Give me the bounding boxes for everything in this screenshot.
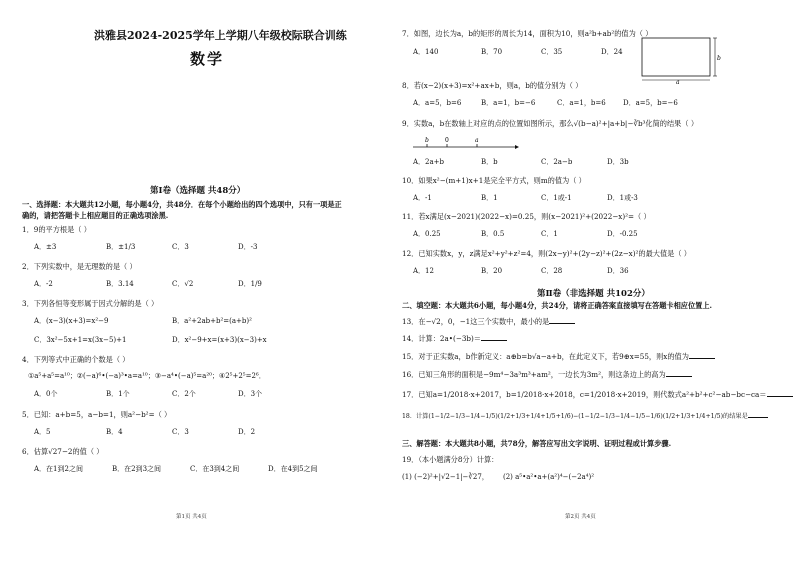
q8-option-c: C．a=1，b=6 (557, 99, 606, 107)
q2-option-c: C．√2 (172, 280, 194, 288)
q8-option-a: A．a=5，b=6 (413, 99, 462, 107)
subject-title: 数学 (190, 50, 225, 68)
q2-option-b: B．3.14 (106, 280, 134, 288)
q11-option-a: A．0.25 (413, 230, 441, 238)
answer-blank[interactable] (481, 334, 507, 341)
q10-option-b: B．1 (481, 194, 498, 202)
question-3: 3．下列各恒等变形属于因式分解的是（ ） (22, 299, 159, 308)
part3-instructions: 三、解答题：本大题共8小题，共78分，解答应写出文字说明、证明过程或计算步骤. (402, 439, 672, 448)
q7-option-b: B．70 (481, 48, 503, 56)
page-right (397, 0, 794, 561)
question-13-text: 13．在−√2，0，−1这三个实数中，最小的是 (402, 317, 550, 326)
part2-instructions: 二、填空题：本大题共6小题，每小题4分，共24分，请将正确答案直接填写在答题卡相应位置上. (402, 301, 713, 310)
question-17-text: 17．已知a=1/2018·x+2017，b=1/2018·x+2018，c=1/2018·x+2019，则代数式a²+b²+c²−ab−bc−ca＝ (402, 390, 767, 399)
question-17 (402, 390, 793, 398)
question-15-text: 15．对于正实数a，b作新定义：a⊕b=b√a−a+b，在此定义下，若9⊕x=55，则x的值为 (402, 352, 689, 361)
arrow-right-icon (515, 145, 519, 149)
question-15 (402, 352, 715, 360)
q11-option-c: C．1 (541, 230, 558, 238)
q5-option-a: A．5 (34, 428, 51, 436)
q1-option-c: C．3 (172, 243, 189, 251)
q12-option-d: D．36 (607, 267, 629, 275)
q5-option-c: C．3 (172, 428, 189, 436)
q3-option-d: D．x²−9+x=(x+3)(x−3)+x (172, 336, 267, 344)
number-line-label-b: b (425, 137, 429, 144)
q9-option-a: A．2a+b (413, 158, 445, 166)
question-2: 2．下列实数中，是无理数的是（ ） (22, 262, 137, 271)
q7-option-c: C．35 (541, 48, 563, 56)
question-11: 11．若x满足(x−2021)(2022−x)=0.25，则(x−2021)²+(2022−x)²=（ ） (402, 212, 651, 221)
q2-option-d: D．1/9 (238, 280, 262, 288)
q7-option-d: D．24 (601, 48, 623, 56)
question-5: 5．已知：a+b=5，a−b=1，则a²−b²=（ ） (22, 410, 172, 419)
q6-option-b: B．在2到3之间 (112, 465, 162, 473)
question-6: 6．估算√27−2的值（ ） (22, 447, 104, 456)
q10-option-d: D．1或-3 (607, 194, 638, 202)
q6-option-c: C．在3到4之间 (190, 465, 240, 473)
q3-option-a: A．(x−3)(x+3)=x²−9 (34, 317, 109, 325)
question-7: 7．如图，边长为a，b的矩形的周长为14，面积为10，则a²b+ab²的值为（ ） (402, 29, 653, 38)
q6-option-a: A．在1到2之间 (34, 465, 83, 473)
question-8: 8．若(x−2)(x+3)=x²+ax+b，则a，b的值分别为（ ） (402, 81, 583, 90)
question-13 (402, 317, 575, 325)
q3-option-b: B．a²+2ab+b²=(a+b)² (172, 317, 252, 325)
q9-option-b: B．b (481, 158, 498, 166)
question-12: 12．已知实数x，y，z满足x²+y²+z²=4，则(2x−y)²+(2y−z)²+(2z−x)²的最大值是（ ） (402, 249, 691, 258)
q1-option-b: B．±1/3 (106, 243, 136, 251)
q10-option-a: A．-1 (413, 194, 432, 202)
rectangle-label-b: b (717, 55, 721, 62)
q11-option-d: D．-0.25 (607, 230, 638, 238)
q12-option-c: C．28 (541, 267, 563, 275)
q12-option-b: B．20 (481, 267, 503, 275)
q12-option-a: A．12 (413, 267, 434, 275)
question-4: 4．下列等式中正确的个数是（ ） (22, 355, 130, 364)
q9-option-c: C．2a−b (541, 158, 573, 166)
question-16-text: 16．已知三角形的面积是−9m⁴−3a³m³+am²，一边长为3m²，则这条边上的高为 (402, 370, 666, 379)
q4-option-b: B．1个 (106, 390, 130, 398)
question-19: 19．（本小题满分8分）计算： (402, 455, 499, 464)
part1-title: 第Ⅰ卷（选择题 共48分） (150, 186, 246, 196)
number-line-label-a: a (475, 137, 479, 144)
answer-blank[interactable] (689, 352, 715, 359)
exam-title: 洪雅县2024-2025学年上学期八年级校际联合训练 (94, 29, 347, 42)
rectangle-label-a: a (676, 79, 680, 86)
question-1: 1．9的平方根是（ ） (22, 225, 91, 234)
q8-option-d: D．a=5，b=−6 (623, 99, 678, 107)
q5-option-b: B．4 (106, 428, 123, 436)
number-line-label-zero: 0 (445, 137, 449, 144)
question-14 (402, 334, 507, 342)
q7-option-a: A．140 (413, 48, 439, 56)
q6-option-d: D．在4到5之间 (268, 465, 318, 473)
answer-blank[interactable] (767, 390, 793, 397)
page-footer-left: 第1页 共4页 (176, 514, 207, 520)
number-line-figure (411, 133, 521, 155)
q1-option-d: D．-3 (238, 243, 258, 251)
question-18 (402, 411, 768, 420)
q5-option-d: D．2 (238, 428, 256, 436)
question-9: 9．实数a，b在数轴上对应的点的位置如图所示，那么√(b−a)²+|a+b|−∛b³化简的结果（ ） (402, 119, 699, 128)
part1-instructions: 一、选择题：本大题共12小题，每小题4分，共48分．在每个小题给出的四个选项中，只有一项是正 (22, 200, 342, 209)
q4-option-d: D．3个 (238, 390, 263, 398)
question-14-text: 14．计算：2a•(−3b)＝ (402, 334, 481, 343)
part1-instructions-cont: 确的，请把答题卡上相应题目的正确选项涂黑. (22, 211, 169, 220)
q4-option-a: A．0个 (34, 390, 58, 398)
part2-title: 第Ⅱ卷（非选择题 共102分） (537, 289, 650, 299)
question-18-text: 18．计算(1−1/2−1/3−1/4−1/5)(1/2+1/3+1/4+1/5+1/6)−(1−1/2−1/3−1/4−1/5−1/6)(1/2+1/3+1/4+1/5)的结果是 (402, 413, 748, 420)
q11-option-b: B．0.5 (481, 230, 505, 238)
rectangle-shape (642, 38, 710, 76)
answer-blank[interactable] (666, 370, 692, 377)
rectangle-figure (640, 36, 722, 86)
q9-option-d: D．3b (607, 158, 629, 166)
q4-option-c: C．2个 (172, 390, 196, 398)
question-10: 10．如果x²−(m+1)x+1是完全平方式，则m的值为（ ） (402, 176, 586, 185)
q3-option-c: C．3x²−5x+1=x(3x−5)+1 (34, 336, 127, 344)
question-16 (402, 370, 692, 378)
q2-option-a: A．-2 (34, 280, 53, 288)
q8-option-b: B．a=1，b=−6 (481, 99, 536, 107)
page-footer-right: 第2页 共4页 (565, 514, 596, 520)
q10-option-c: C．1或-1 (541, 194, 572, 202)
q1-option-a: A．±3 (34, 243, 57, 251)
answer-blank[interactable] (748, 411, 768, 418)
question-19-part-2: (2) a⁵•a²•a+(a²)⁴−(−2a⁴)² (503, 473, 595, 481)
question-19-part-1: (1) (−2)²+|√2−1|−∛27， (402, 473, 489, 481)
q4-statements: ①a⁵+a⁵=a¹⁰；②(−a)⁶•(−a)³•a=a¹⁰；③−a⁴•(−a)⁵=a²⁰；④2⁵+2⁵=2⁶． (28, 372, 266, 380)
answer-blank[interactable] (549, 317, 575, 324)
